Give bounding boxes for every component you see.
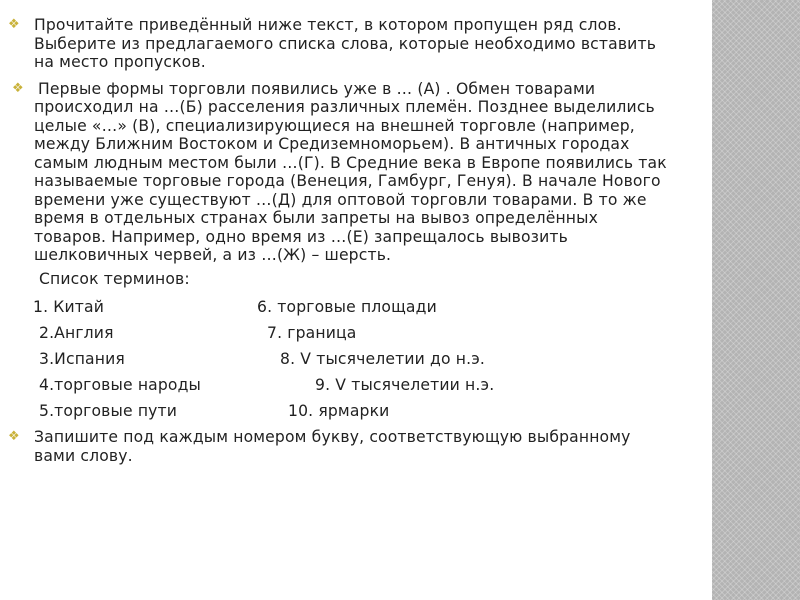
term-left: 5.торговые пути — [39, 402, 178, 420]
term-right: 7. граница — [267, 324, 357, 342]
instruction-text: Запишите под каждым номером букву, соответствующую выбранному вами слову. — [34, 428, 631, 465]
bullet-icon: ❖ — [8, 429, 20, 444]
term-right: 10. ярмарки — [288, 402, 390, 420]
decorative-side-band — [712, 0, 800, 600]
term-row — [8, 298, 672, 324]
intro-text: Прочитайте приведённый ниже текст, в котором пропущен ряд слов. Выберите из предлагаемого списка слова, которые необходимо вставить на место пропусков. — [34, 16, 657, 71]
term-row — [8, 324, 672, 350]
term-left: 4.торговые народы — [39, 376, 202, 394]
term-row — [8, 376, 672, 402]
instruction-paragraph — [8, 428, 672, 465]
task-text: Первые формы торговли появились уже в … (А) . Обмен товарами происходил на …(Б) расселения различных племён. Позднее выделились целые «…» (В), специализирующиеся на внешней торговле (например, между Ближним Востоком и Средиземноморьем). В античных городах самым людным местом были …(Г). В Средние века в Европе появились так называемые торговые города (Венеция, Гамбург, Генуя). В начале Нового времени уже существуют …(Д) для оптовой торговли товарами. В то же время в отдельных странах были запреты на вывоз определённых товаров. Например, одно время из …(Е) запрещалось вывозить шелковичных червей, а из …(Ж) – шерсть. — [34, 79, 667, 264]
term-right: 9. V тысячелетии н.э. — [315, 376, 495, 394]
terms-list — [8, 270, 672, 429]
slide-content — [8, 16, 672, 465]
bullet-icon: ❖ — [12, 80, 24, 96]
term-left: 3.Испания — [39, 350, 125, 368]
term-row — [8, 350, 672, 376]
term-left: 2.Англия — [39, 324, 114, 342]
term-right: 8. V тысячелетии до н.э. — [280, 350, 486, 368]
term-right: 6. торговые площади — [257, 298, 437, 316]
term-row — [8, 402, 672, 428]
intro-paragraph — [8, 16, 672, 72]
bullet-icon: ❖ — [8, 17, 20, 32]
terms-title: Список терминов: — [39, 269, 190, 288]
term-left: 1. Китай — [33, 298, 105, 316]
task-paragraph — [8, 80, 672, 265]
